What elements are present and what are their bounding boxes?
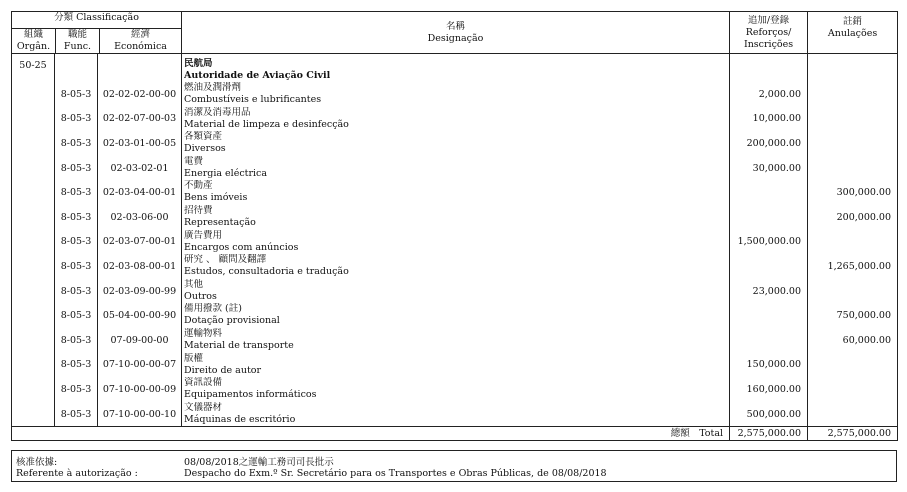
designation xyxy=(182,377,730,402)
org-cell xyxy=(12,377,55,402)
org-cell xyxy=(12,131,55,156)
econ-code: 02-02-07-00-03 xyxy=(98,107,182,132)
func-code: 8-05-3 xyxy=(55,353,98,378)
authorization-reference xyxy=(11,450,897,482)
func-code: 8-05-3 xyxy=(55,377,98,402)
budget-row xyxy=(12,402,898,427)
designation-pt: Estudos, consultadoria e tradução xyxy=(184,266,349,278)
empty-cell xyxy=(808,54,898,83)
reinforcement-amount xyxy=(730,180,808,205)
designation-zh: 文儀器材 xyxy=(184,401,223,413)
org-cell xyxy=(12,156,55,181)
econ-code: 07-10-00-00-10 xyxy=(98,402,182,427)
reinforcement-amount: 500,000.00 xyxy=(730,402,808,427)
col-desig-pt: Designação xyxy=(427,32,484,44)
annulment-amount: 750,000.00 xyxy=(808,303,898,328)
designation-zh: 廣告費用 xyxy=(184,229,223,241)
designation-zh: 備用撥款 (註) xyxy=(184,303,242,315)
empty-cell xyxy=(98,427,182,441)
annulment-amount xyxy=(808,353,898,378)
budget-row xyxy=(12,254,898,279)
func-code: 8-05-3 xyxy=(55,279,98,304)
col-desig-zh: 名稱 xyxy=(446,20,466,32)
reference-label-zh: 核准依據: xyxy=(16,457,58,468)
econ-code: 02-02-02-00-00 xyxy=(98,82,182,107)
org-name-pt: Autoridade de Aviação Civil xyxy=(184,70,331,81)
empty-cell xyxy=(98,54,182,83)
reference-value-pt: Despacho do Exm.º Sr. Secretário para os Transportes e Obras Públicas, de 08/08/2018 xyxy=(184,468,607,479)
designation xyxy=(182,230,730,255)
col-reinf-pt2: Inscrições xyxy=(743,38,794,50)
col-econ-zh: 經濟 xyxy=(131,29,151,40)
designation-zh: 版權 xyxy=(184,352,204,364)
designation-pt: Direito de autor xyxy=(184,364,262,376)
classification-header xyxy=(12,12,182,54)
annulment-amount: 1,265,000.00 xyxy=(808,254,898,279)
col-org-zh: 組織 xyxy=(23,29,43,40)
designation xyxy=(182,254,730,279)
org-code-text: 50-25 xyxy=(19,60,47,71)
designation-pt: Material de limpeza e desinfecção xyxy=(184,118,349,130)
col-reinf-pt1: Reforços/ xyxy=(745,26,792,38)
total-reinforcement: 2,575,000.00 xyxy=(730,427,808,441)
reinforcement-amount xyxy=(730,205,808,230)
org-name-zh: 民航局 xyxy=(184,58,213,69)
col-func-pt: Func. xyxy=(63,41,92,52)
org-name xyxy=(182,54,730,83)
budget-row xyxy=(12,279,898,304)
econ-code: 02-03-04-00-01 xyxy=(98,180,182,205)
designation xyxy=(182,205,730,230)
col-econ-pt: Económica xyxy=(114,41,167,52)
func-code: 8-05-3 xyxy=(55,328,98,353)
org-cell xyxy=(12,303,55,328)
reinforcement-amount: 1,500,000.00 xyxy=(730,230,808,255)
reinforcement-amount: 150,000.00 xyxy=(730,353,808,378)
budget-row xyxy=(12,353,898,378)
reinforcement-amount: 2,000.00 xyxy=(730,82,808,107)
empty-cell xyxy=(55,427,98,441)
budget-row xyxy=(12,377,898,402)
reference-value-zh: 08/08/2018之運輸工務司司長批示 xyxy=(184,457,334,468)
designation-pt: Outros xyxy=(184,290,217,302)
designation xyxy=(182,353,730,378)
org-code xyxy=(12,54,55,83)
designation-zh: 燃油及潤滑劑 xyxy=(184,82,242,93)
designation xyxy=(182,131,730,156)
designation xyxy=(182,402,730,427)
func-code: 8-05-3 xyxy=(55,82,98,107)
org-cell xyxy=(12,82,55,107)
reinforcement-amount xyxy=(730,254,808,279)
designation xyxy=(182,107,730,132)
designation-zh: 其他 xyxy=(184,278,204,290)
annulment-amount xyxy=(808,107,898,132)
econ-code: 02-03-01-00-05 xyxy=(98,131,182,156)
designation-pt: Diversos xyxy=(184,143,226,155)
func-code: 8-05-3 xyxy=(55,156,98,181)
annulment-amount: 300,000.00 xyxy=(808,180,898,205)
org-cell xyxy=(12,254,55,279)
reinforcement-amount: 160,000.00 xyxy=(730,377,808,402)
designation-zh: 各類資產 xyxy=(184,131,223,143)
designation-zh: 招待費 xyxy=(184,204,213,216)
designation-pt: Equipamentos informáticos xyxy=(184,389,317,401)
org-cell xyxy=(12,205,55,230)
org-cell xyxy=(12,279,55,304)
designation-zh: 不動產 xyxy=(184,180,213,192)
reinforcement-amount: 30,000.00 xyxy=(730,156,808,181)
designation-pt: Dotação provisional xyxy=(184,315,280,327)
designation-zh: 運輸物料 xyxy=(184,327,223,339)
budget-row xyxy=(12,82,898,107)
annulment-amount: 60,000.00 xyxy=(808,328,898,353)
total-label: 總額 Total xyxy=(182,427,730,441)
col-org-pt: Orgân. xyxy=(16,41,51,52)
empty-cell xyxy=(730,54,808,83)
org-cell xyxy=(12,353,55,378)
budget-row xyxy=(12,156,898,181)
designation-pt: Representação xyxy=(184,216,256,228)
empty-cell xyxy=(55,54,98,83)
reinforcement-amount: 23,000.00 xyxy=(730,279,808,304)
annulment-header xyxy=(808,12,898,54)
designation xyxy=(182,328,730,353)
func-code: 8-05-3 xyxy=(55,107,98,132)
reinforcement-amount xyxy=(730,328,808,353)
designation xyxy=(182,303,730,328)
econ-code: 07-09-00-00 xyxy=(98,328,182,353)
econ-code: 07-10-00-00-07 xyxy=(98,353,182,378)
func-code: 8-05-3 xyxy=(55,402,98,427)
budget-row xyxy=(12,328,898,353)
designation-zh: 消潔及消毒用品 xyxy=(184,106,251,118)
total-annulment: 2,575,000.00 xyxy=(808,427,898,441)
col-annul-pt: Anulações xyxy=(827,28,878,39)
func-code: 8-05-3 xyxy=(55,205,98,230)
func-code: 8-05-3 xyxy=(55,180,98,205)
annulment-amount xyxy=(808,402,898,427)
designation xyxy=(182,82,730,107)
annulment-amount xyxy=(808,377,898,402)
reinforcement-header xyxy=(730,12,808,54)
org-cell xyxy=(12,230,55,255)
org-cell xyxy=(12,328,55,353)
designation xyxy=(182,279,730,304)
budget-row xyxy=(12,230,898,255)
econ-code: 07-10-00-00-09 xyxy=(98,377,182,402)
empty-cell xyxy=(12,427,55,441)
org-cell xyxy=(12,107,55,132)
annulment-amount: 200,000.00 xyxy=(808,205,898,230)
budget-row xyxy=(12,303,898,328)
org-cell xyxy=(12,180,55,205)
annulment-amount xyxy=(808,279,898,304)
designation-zh: 電費 xyxy=(184,155,204,167)
reinforcement-amount: 200,000.00 xyxy=(730,131,808,156)
econ-code: 02-03-09-00-99 xyxy=(98,279,182,304)
designation-pt: Combustíveis e lubrificantes xyxy=(184,94,322,105)
org-cell xyxy=(12,402,55,427)
func-code: 8-05-3 xyxy=(55,131,98,156)
func-code: 8-05-3 xyxy=(55,254,98,279)
designation-pt: Bens imóveis xyxy=(184,192,248,204)
total-row xyxy=(12,427,898,441)
func-code: 8-05-3 xyxy=(55,230,98,255)
designation-pt: Energia eléctrica xyxy=(184,167,268,179)
budget-row xyxy=(12,205,898,230)
econ-code: 02-03-02-01 xyxy=(98,156,182,181)
func-code: 8-05-3 xyxy=(55,303,98,328)
econ-code: 02-03-07-00-01 xyxy=(98,230,182,255)
designation-zh: 研究 、 顧問及翻譯 xyxy=(184,254,267,266)
designation-pt: Encargos com anúncios xyxy=(184,241,299,253)
annulment-amount xyxy=(808,156,898,181)
econ-code: 02-03-06-00 xyxy=(98,205,182,230)
designation xyxy=(182,180,730,205)
reinforcement-amount: 10,000.00 xyxy=(730,107,808,132)
budget-table xyxy=(11,11,898,441)
designation-zh: 資訊設備 xyxy=(184,377,223,389)
designation xyxy=(182,156,730,181)
designation-header xyxy=(182,12,730,54)
budget-row xyxy=(12,107,898,132)
econ-code: 05-04-00-00-90 xyxy=(98,303,182,328)
annulment-amount xyxy=(808,230,898,255)
budget-row xyxy=(12,131,898,156)
annulment-amount xyxy=(808,82,898,107)
reference-label-pt: Referente à autorização : xyxy=(16,468,138,479)
econ-code: 02-03-08-00-01 xyxy=(98,254,182,279)
reinforcement-amount xyxy=(730,303,808,328)
col-func-zh: 職能 xyxy=(67,29,87,40)
annulment-amount xyxy=(808,131,898,156)
designation-pt: Máquinas de escritório xyxy=(184,413,296,425)
classification-title: 分類 Classificação xyxy=(12,12,181,29)
designation-pt: Material de transporte xyxy=(184,339,294,351)
col-reinf-zh: 追加/登錄 xyxy=(747,14,790,26)
col-annul-zh: 註銷 xyxy=(843,16,863,27)
budget-row xyxy=(12,180,898,205)
